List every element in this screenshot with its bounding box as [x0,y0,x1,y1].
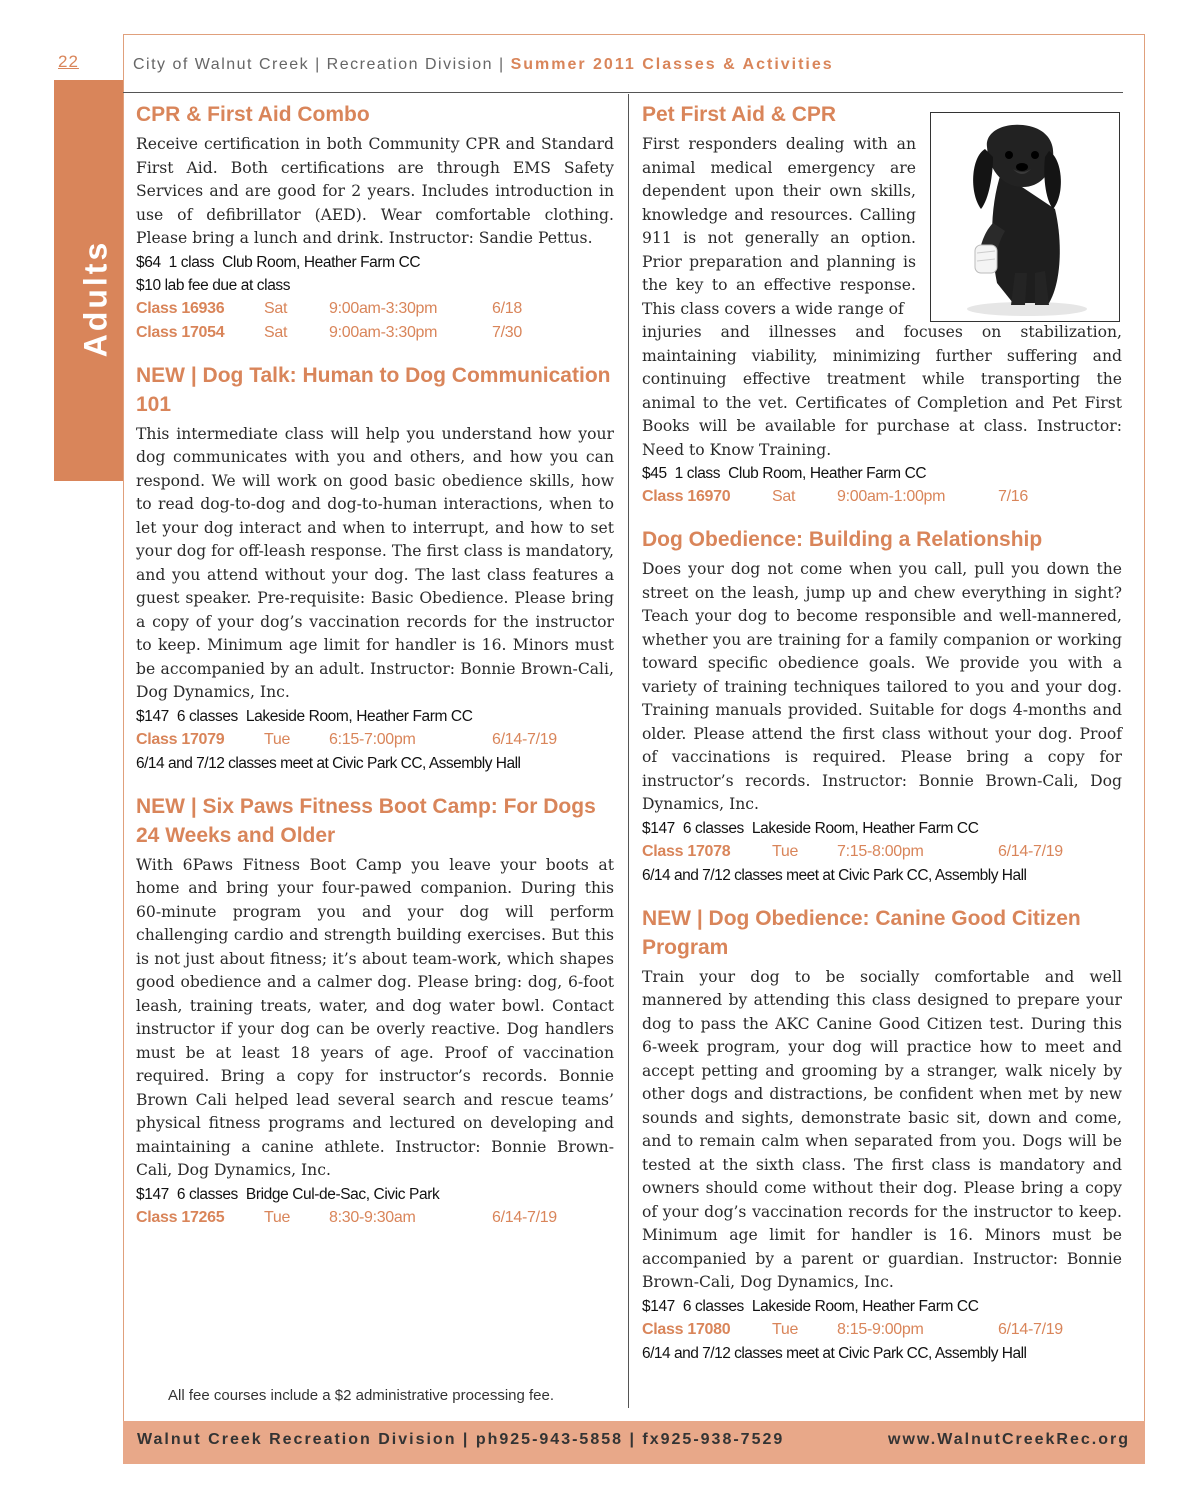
class-id: Class 17054 [136,323,225,341]
footer-contact: Walnut Creek Recreation Division | ph925-943-5858 | fx925-938-7529 [137,1431,785,1448]
course-location: Bridge Cul-de-Sac, Civic Park [245,1185,440,1203]
class-time: 9:00am-3:30pm [329,323,438,341]
class-id: Class 16936 [136,299,225,317]
class-date: 6/18 [492,299,522,317]
page-header [133,56,834,74]
course-canine-good-citizen [642,904,1122,1366]
class-row [136,297,614,321]
course-fee: $64 [136,253,161,271]
course-count: 6 classes [176,1185,238,1203]
class-day: Tue [772,1320,799,1338]
class-time: 8:30-9:30am [329,1208,416,1226]
class-day: Tue [772,842,799,860]
course-fee-line [642,1295,1122,1318]
course-count: 1 class [168,253,215,271]
class-note: 6/14 and 7/12 classes meet at Civic Park CC, Assembly Hall [642,866,1027,884]
class-date: 7/16 [998,488,1028,505]
course-dog-obedience-relationship [642,525,1122,888]
class-day: Sat [772,488,796,505]
course-location: Lakeside Room, Heather Farm CC [751,1297,979,1315]
class-note: 6/14 and 7/12 classes meet at Civic Park CC, Assembly Hall [642,1344,1027,1362]
course-extra-fee: $10 lab fee due at class [136,276,291,294]
class-id: Class 17265 [136,1208,225,1226]
header-season: Summer 2011 Classes & Activities [510,56,834,73]
class-row [642,485,1122,509]
course-description: Does your dog not come when you call, pull you down the street on the leash, jump up and chew everything in sight? Teach your dog to become responsible and well-mannered, whether you are training for a family companion or working toward specific obedience goals. We provide you with a variety of training techniques tailored to you and your dog. Training manuals provided. Suitable for dogs 4-months and older. Please attend the first class without your dog. Proof of vaccinations is required. Please bring a copy for instructor’s records. Instructor: Bonnie Brown-Cali, Dog Dynamics, Inc. [642,560,1122,813]
class-id: Class 16970 [642,488,731,505]
course-title: Dog Obedience: Building a Relationship [642,528,1043,551]
course-title: NEW | Dog Obedience: Canine Good Citizen Program [642,906,1081,959]
course-fee-line [136,1183,614,1206]
class-row [642,840,1122,864]
course-location: Lakeside Room, Heather Farm CC [245,707,473,725]
course-title: CPR & First Aid Combo [136,103,370,126]
course-fee: $147 [136,1185,169,1203]
course-count: 6 classes [682,1297,744,1315]
course-description: First responders dealing with an animal medical emergency are dependent upon their own skills, knowledge and resources. Calling 911 is not generally an option. Prior preparation and planning is the key to an effective response. This class covers a wide range of [642,135,916,318]
course-count: 6 classes [682,819,744,837]
course-pet-first-aid [642,100,1122,509]
course-dog-talk [136,361,614,776]
class-day: Tue [264,730,291,748]
class-day: Sat [264,299,288,317]
class-time: 8:15-9:00pm [837,1320,924,1338]
course-location: Club Room, Heather Farm CC [222,253,421,271]
left-column [136,100,614,1246]
class-time: 9:00am-3:30pm [329,299,438,317]
course-fee: $147 [136,707,169,725]
course-fee: $147 [642,819,675,837]
section-tab-label: Adults [77,239,114,358]
course-description: This intermediate class will help you understand how your dog communicates with you and others, and how you can respond. We will work on good basic obedience skills, how to read dog-to-dog and dog-to-human interactions, when to let your dog interact and when to interrupt, and how to set your dog for off-leash response. The first class is mandatory, and you attend without your dog. The last class features a guest speaker. Pre-requisite: Basic Obedience. Please bring a copy of your dog’s vaccination records for the instructor to keep. Minimum age limit for handler is 16. Minors must be accompanied by an adult. Instructor: Bonnie Brown-Cali, Dog Dynamics, Inc. [136,424,614,701]
class-id: Class 17079 [136,730,225,748]
class-row [136,728,614,752]
class-date: 7/30 [492,323,522,341]
class-time: 7:15-8:00pm [837,842,924,860]
course-count: 6 classes [176,707,238,725]
course-cpr-first-aid [136,100,614,345]
class-date: 6/14-7/19 [998,1320,1063,1338]
right-column [642,100,1122,1382]
course-fee-line [642,817,1122,840]
fee-disclaimer: All fee courses include a $2 administrative processing fee. [168,1387,555,1404]
course-fee-line [136,705,614,728]
class-row [642,1318,1122,1342]
course-title: NEW | Dog Talk: Human to Dog Communication 101 [136,363,611,416]
class-time: 6:15-7:00pm [329,730,416,748]
class-date: 6/14-7/19 [998,842,1063,860]
course-location: Club Room, Heather Farm CC [728,465,927,482]
footer-website-link[interactable]: www.WalnutCreekRec.org [888,1431,1130,1448]
class-row [136,321,614,345]
header-rule [123,92,1123,93]
header-org: City of Walnut Creek | Recreation Division | [133,56,505,73]
course-title: NEW | Six Paws Fitness Boot Camp: For Dogs 24 Weeks and Older [136,794,596,847]
course-description: With 6Paws Fitness Boot Camp you leave your boots at home and bring your four-pawed companion. During this 60-minute program you and your dog will perform challenging cardio and strength building exercises. But this is not just about fitness; it’s about team-work, which shapes good obedience and a calmer dog. Please bring: dog, 6-foot leash, training treats, water, and dog water bowl. Contact instructor if your dog can be overly reactive. Dog handlers must be at least 18 years of age. Proof of vaccination required. Bring a copy for instructor’s records. Bonnie Brown Cali helped lead several search and rescue teams’ physical fitness programs and lectured on developing and maintaining a canine athlete. Instructor: Bonnie Brown-Cali, Dog Dynamics, Inc. [136,855,614,1179]
page-number: 22 [58,52,79,71]
column-divider [628,94,629,1408]
course-fee-line [642,462,1122,485]
class-time: 9:00am-1:00pm [837,488,946,505]
course-fee: $147 [642,1297,675,1315]
course-description-continued: injuries and illnesses and focuses on stabilization, maintaining viability, minimizing further suffering and continuing effective treatment while transporting the animal to the vet. Certificates of Completion and Pet First Books will be available for purchase at class. Instructor: Need to Know Training. [642,323,1122,459]
course-location: Lakeside Room, Heather Farm CC [751,819,979,837]
class-date: 6/14-7/19 [492,1208,557,1226]
course-fee: $45 [642,465,667,482]
class-id: Class 17078 [642,842,731,860]
course-description: Train your dog to be socially comfortable and well mannered by attending this class designed to prepare your dog to pass the AKC Canine Good Citizen test. During this 6-week program, your dog will practice how to meet and accept petting and grooming by a stranger, walk nicely by other dogs and distractions, be confident when met by new sounds and sights, demonstrate basic sit, down and come, and to remain calm when separated from you. Dogs will be tested at the sixth class. The first class is mandatory and owners should come without their dog. Please bring a copy of your dog’s vaccination records for the instructor to keep. Minimum age limit for handler is 16. Minors must be accompanied by a parent or guardian. Instructor: Bonnie Brown-Cali, Dog Dynamics, Inc. [642,967,1122,1291]
course-fee-line [136,251,614,274]
course-title: Pet First Aid & CPR [642,103,837,126]
course-count: 1 class [674,465,721,482]
class-row [136,1206,614,1230]
class-day: Tue [264,1208,291,1226]
course-six-paws [136,792,614,1230]
class-note: 6/14 and 7/12 classes meet at Civic Park CC, Assembly Hall [136,754,521,772]
class-day: Sat [264,323,288,341]
class-id: Class 17080 [642,1320,731,1338]
course-description: Receive certification in both Community CPR and Standard First Aid. Both certifications are through EMS Safety Services and are good for 2 years. Includes introduction in use of defibrillator (AED). Wear comfortable clothing. Please bring a lunch and drink. Instructor: Sandie Pettus. [136,135,614,247]
class-date: 6/14-7/19 [492,730,557,748]
